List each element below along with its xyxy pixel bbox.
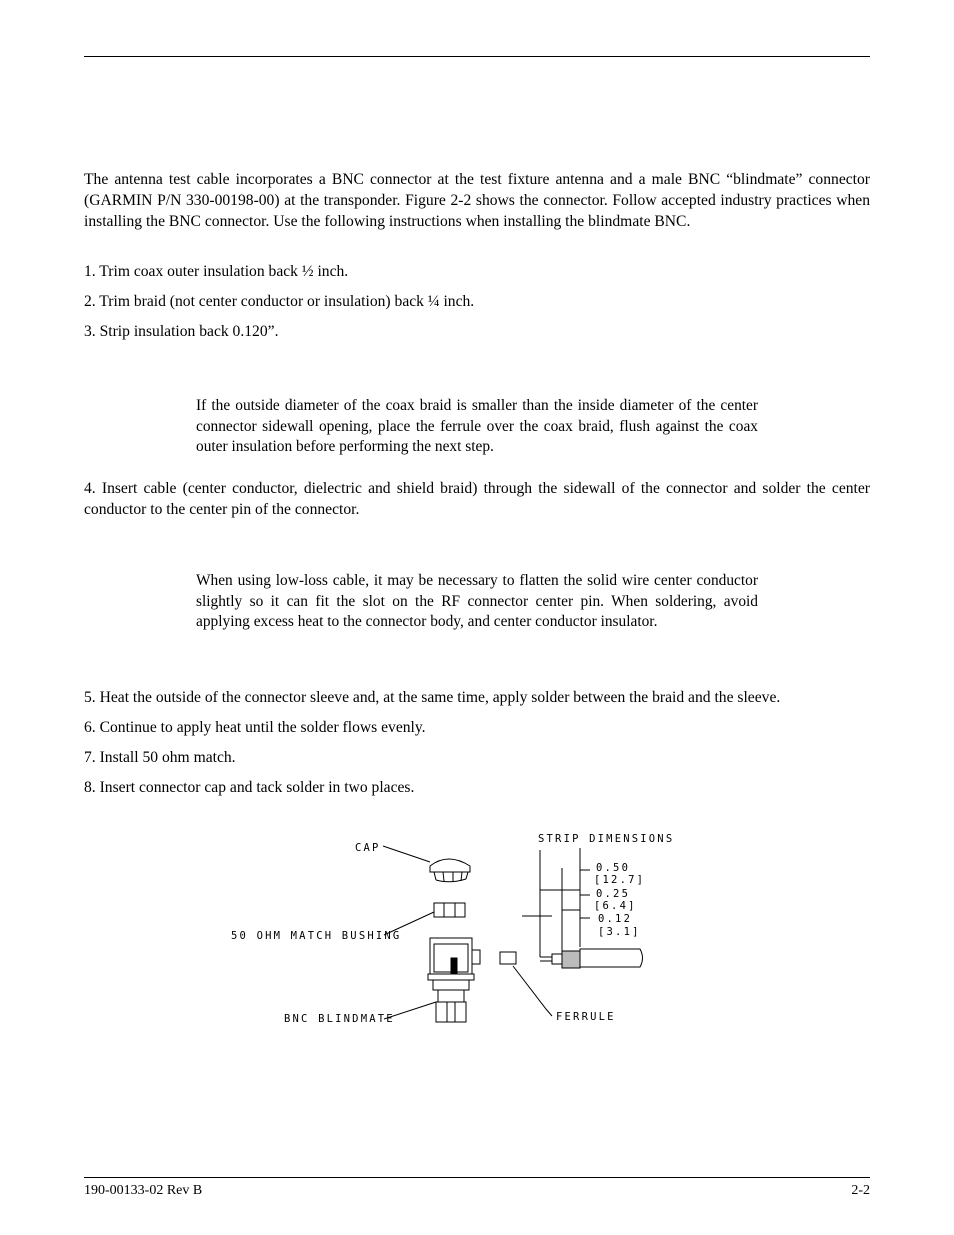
note-low-loss-cable: When using low-loss cable, it may be necessary to flatten the solid wire center conductor slightly so it can fit the slot on the RF connector center pin. When soldering, avoid applying excess heat to the connector body, and center conductor insulator. (196, 572, 758, 630)
blindmate-label: BNC BLINDMATE (284, 1013, 395, 1025)
dim-050-mm: [12.7] (594, 874, 646, 886)
blindmate-connector-figure (0, 820, 954, 1040)
step-7: 7. Install 50 ohm match. (84, 749, 236, 766)
cap-label: CAP (355, 842, 381, 854)
note-ferrule: If the outside diameter of the coax braid is smaller than the inside diameter of the center connector sidewall opening, place the ferrule over the coax braid, flush against the coax outer insulation before performing the next step. (196, 397, 758, 455)
step-6: 6. Continue to apply heat until the solder flows evenly. (84, 719, 426, 736)
strip-dimension-lines (522, 848, 590, 957)
step-8: 8. Insert connector cap and tack solder in two places. (84, 779, 415, 796)
step-1: 1. Trim coax outer insulation back ½ inch. (84, 263, 349, 280)
step-5: 5. Heat the outside of the connector sleeve and, at the same time, apply solder between the braid and the sleeve. (84, 689, 781, 706)
footer-rule (84, 1177, 870, 1178)
ferrule-leader (513, 966, 552, 1016)
intro-paragraph: The antenna test cable incorporates a BNC connector at the test fixture antenna and a male BNC “blindmate” connector (GARMIN P/N 330-00198-00) at the transponder. Figure 2-2 shows the connector. Follow accepted industry practices when installing the BNC connector. Use the following instructions when installing the blindmate BNC. (84, 171, 870, 230)
bushing-label: 50 OHM MATCH BUSHING (231, 930, 402, 942)
footer-page-number: 2-2 (851, 1183, 870, 1198)
header-rule (84, 56, 870, 57)
cap-drawing (430, 859, 470, 882)
bushing-drawing (434, 903, 465, 917)
dim-050: 0.50 (596, 862, 631, 874)
ferrule-drawing (500, 952, 516, 964)
step-4: 4. Insert cable (center conductor, dielectric and shield braid) through the sidewall of the connector and solder the center conductor to the center pin of the connector. (84, 480, 870, 518)
step-2: 2. Trim braid (not center conductor or insulation) back ¼ inch. (84, 293, 475, 310)
ferrule-label: FERRULE (556, 1011, 616, 1023)
dim-025: 0.25 (596, 888, 631, 900)
step-3: 3. Strip insulation back 0.120”. (84, 323, 279, 340)
coax-cable-drawing (540, 949, 643, 968)
dim-012: 0.12 (598, 913, 633, 925)
footer-doc-number: 190-00133-02 Rev B (84, 1183, 203, 1198)
blindmate-connector-drawing (428, 938, 480, 1022)
dim-012-mm: [3.1] (598, 926, 641, 938)
dim-025-mm: [6.4] (594, 900, 637, 912)
cap-leader (383, 846, 430, 862)
strip-dimensions-title: STRIP DIMENSIONS (538, 833, 675, 845)
